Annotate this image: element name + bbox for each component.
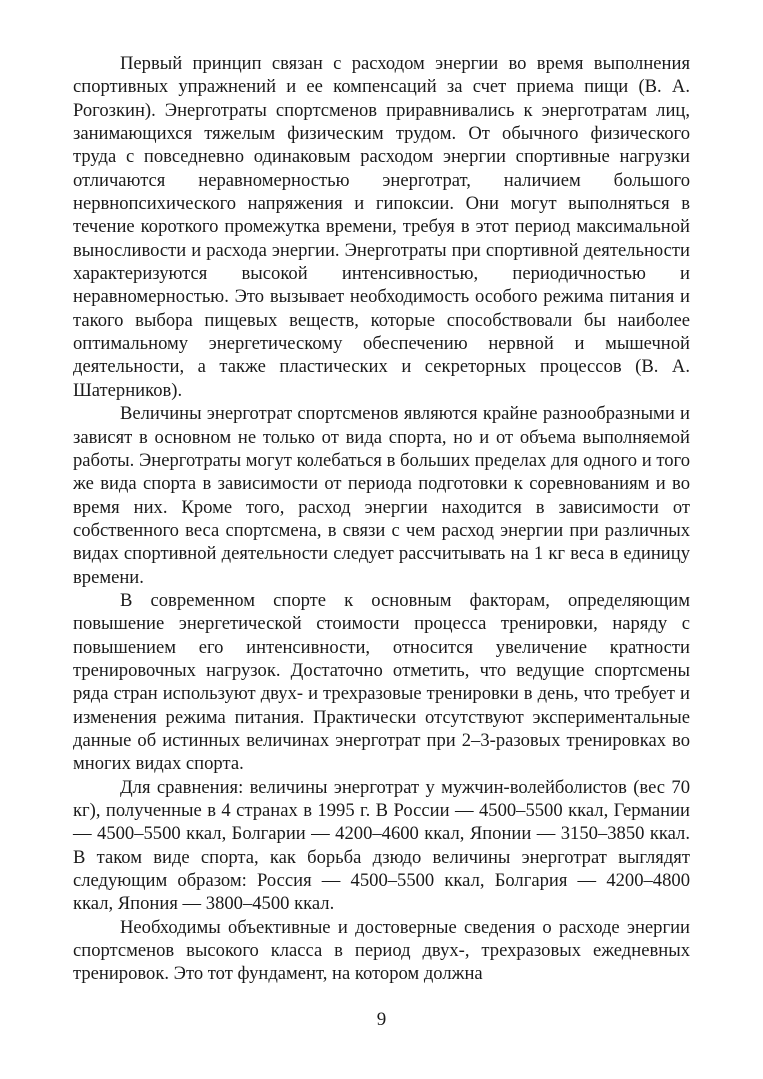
page-number: 9 <box>376 1009 387 1030</box>
paragraph-training-frequency: В современном спорте к основным факторам, определяющим повышение энергетической стоимости процесса тренировки, наряду с повышением его интенсивности, относится увеличение кратности тренировочных нагрузок. Достаточно отметить, что ведущие спортсмены ряда стран используют двух- и трехразовые тренировки в день, что требует и изменения режима питания. Практически отсутствуют экспериментальные данные об истинных величинах энерготрат при 2–3-разовых тренировках во многих видах спорта. <box>73 589 690 775</box>
paragraph-country-comparison: Для сравнения: величины энерготрат у мужчин-волейболистов (вес 70 кг), полученные в 4 странах в 1995 г. В России — 4500–5500 ккал, Германии — 4500–5500 ккал, Болгарии — 4200–4600 ккал, Японии — 3150–3850 ккал. В таком виде спорта, как борьба дзюдо величины энерготрат выглядят следующим образом: Россия — 4500–5500 ккал, Болгария — 4200–4800 ккал, Япония — 3800–4500 ккал. <box>73 776 690 915</box>
paragraph-energy-variability: Величины энерготрат спортсменов являются крайне разнообразными и зависят в основном не только от вида спорта, но и от объема выполняемой работы. Энерготраты могут колебаться в больших пределах для одного и того же вида спорта в зависимости от периода подготовки к соревнованиям и во время них. Кроме того, расход энергии находится в зависимости от собственного веса спортсмена, в связи с чем расход энергии при различных видах спортивной деятельности следует рассчитывать на 1 кг веса в единицу времени. <box>73 403 690 588</box>
paragraph-reliable-data: Необходимы объективные и достоверные сведения о расходе энергии спортсменов высокого класса в период двух-, трехразовых ежедневных тренировок. Это тот фундамент, на котором должна <box>73 916 690 985</box>
page-body <box>73 52 690 986</box>
paragraph-energy-principle: Первый принцип связан с расходом энергии во время выполнения спортивных упражнений и ее компенсаций за счет приема пищи (В. А. Рогозкин). Энерготраты спортсменов приравнивались к энерготратам лиц, занимающихся тяжелым физическим трудом. От обычного физического труда с повседневно одинаковым расходом энергии спортивные нагрузки отличаются неравномерностью энерготрат, наличием большого нервнопсихического напряжения и гипоксии. Они могут выполняться в течение короткого промежутка времени, требуя в этот период максимальной выносливости и расхода энергии. Энерготраты при спортивной деятельности характеризуются высокой интенсивностью, периодичностью и неравномерностью. Это вызывает необходимость особого режима питания и такого выбора пищевых веществ, которые способствовали бы наиболее оптимальному энергетическому обеспечению нервной и мышечной деятельности, а также пластических и секреторных процессов (В. А. Шатерников). <box>73 53 690 401</box>
